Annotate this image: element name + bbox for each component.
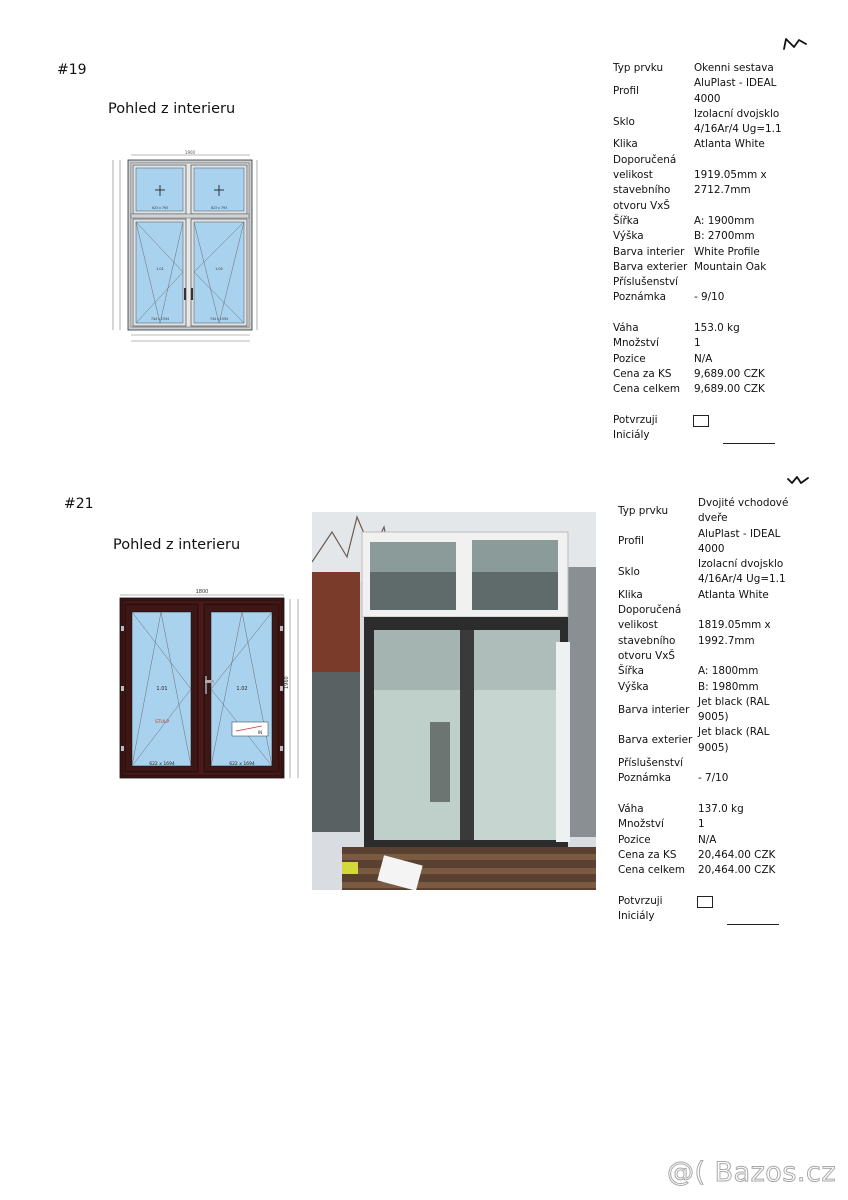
svg-text:1.01: 1.01 xyxy=(156,686,168,692)
confirm-checkbox[interactable] xyxy=(693,415,709,427)
spec-table: Typ prvku Okenni sestava Profil AluPlast - IDEAL 4000 Sklo Izolacní dvojsklo 4/16Ar/4 Ug=1.1 Klika Atlanta White Doporučená velikost stavebního otvoru VxŠ 1919.05mm x 2712.7mm Šířka A: 1900mm Výška B: 2700mm Barva interier White Profile Barva exterier Mountain Oak Příslušenství Poznámka - 9/10 Váha 153.0 kg Množství 1 Pozice N/A Cena za KS 9,689.00 CZK Cena celkem 9,689.00 CZK Potvrzuji Iniciály xyxy=(613,61,804,443)
svg-text:623 x 793: 623 x 793 xyxy=(210,206,228,210)
height-dimension: 1960 xyxy=(284,676,290,689)
initials-line[interactable] xyxy=(723,443,775,444)
view-title: Pohled z interieru xyxy=(113,537,241,553)
confirm-label: Potvrzuji Iniciály xyxy=(618,894,663,923)
view-title: Pohled z interieru xyxy=(108,101,236,117)
initials-line[interactable] xyxy=(727,924,779,925)
svg-text:IN: IN xyxy=(258,730,263,735)
window-drawing xyxy=(110,150,266,345)
svg-text:623 x 793: 623 x 793 xyxy=(151,206,169,210)
item-number: #21 xyxy=(64,496,94,512)
svg-text:622 x 1694: 622 x 1694 xyxy=(229,762,255,767)
watermark-logo: @( Bazos.cz xyxy=(666,1157,836,1188)
confirm-checkbox[interactable] xyxy=(697,896,713,908)
svg-text:STULP: STULP xyxy=(154,720,170,725)
width-dimension: 1900 xyxy=(184,150,196,155)
svg-text:744 x 1594: 744 x 1594 xyxy=(150,317,170,321)
spec-table: Typ prvku Dvojité vchodové dveře Profil AluPlast - IDEAL 4000 Sklo Izolacní dvojsklo 4/16Ar/4 Ug=1.1 Klika Atlanta White Doporučená velikost stavebního otvoru VxŠ 1819.05mm x 1992.7mm Šířka A: 1800mm Výška B: 1980mm Barva interier Jet black (RAL 9005) Barva exterier Jet black (RAL 9005) Příslušenství Poznámka - 7/10 Váha 137.0 kg Množství 1 Pozice N/A Cena za KS 20,464.00 CZK Cena celkem 20,464.00 CZK Potvrzuji Iniciály xyxy=(618,496,808,924)
svg-text:1.02: 1.02 xyxy=(236,686,248,692)
svg-text:622 x 1694: 622 x 1694 xyxy=(149,762,175,767)
handwritten-mark-icon xyxy=(786,474,810,486)
svg-text:1.01: 1.01 xyxy=(156,267,164,271)
svg-text:744 x 1594: 744 x 1594 xyxy=(209,317,229,321)
door-drawing xyxy=(112,584,307,784)
handwritten-mark-icon xyxy=(782,36,808,52)
width-dimension: 1800 xyxy=(195,589,209,595)
confirm-label: Potvrzuji Iniciály xyxy=(613,413,658,442)
item-number: #19 xyxy=(57,62,87,78)
door-photo xyxy=(312,512,596,890)
svg-text:1.02: 1.02 xyxy=(215,267,223,271)
